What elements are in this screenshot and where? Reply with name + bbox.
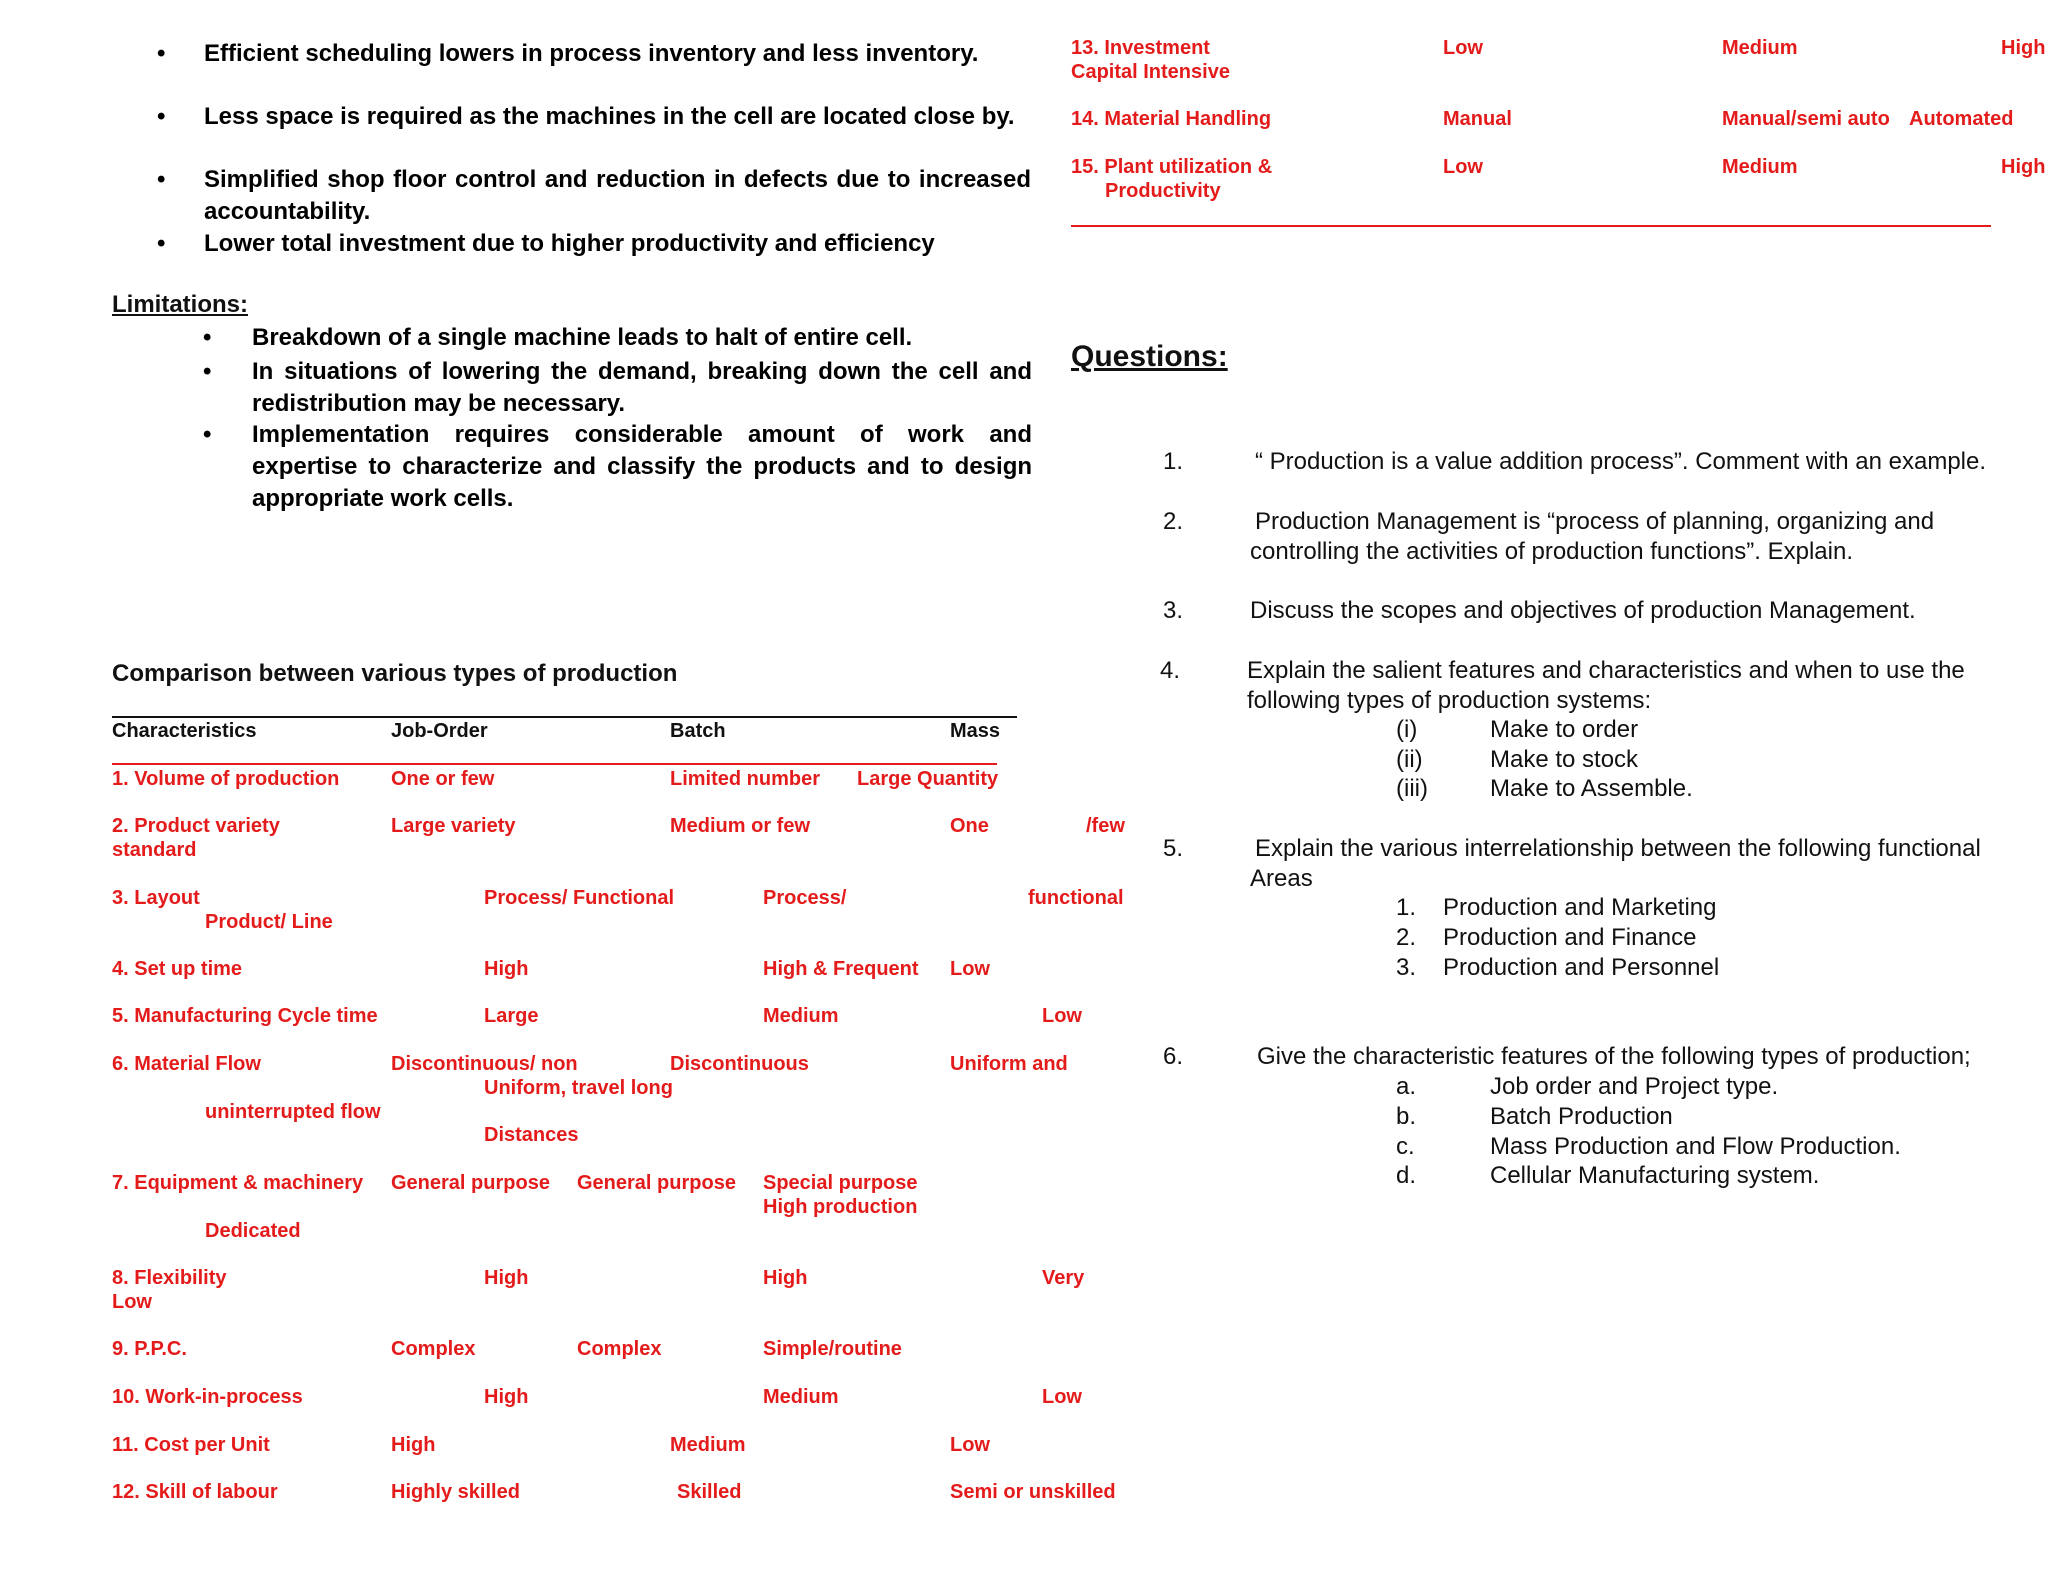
- sub-item-label: d.: [1396, 1162, 1417, 1189]
- row-2-wrap: standard: [112, 839, 197, 861]
- row-6-job-order-cont: Uniform, travel long: [484, 1077, 673, 1099]
- sub-item-text: Batch Production: [1490, 1103, 1673, 1130]
- question-number: 4.: [1160, 657, 1181, 684]
- sub-item-label: (ii): [1396, 746, 1423, 773]
- header-characteristics: Characteristics: [112, 720, 257, 742]
- sub-item-text: Mass Production and Flow Production.: [1490, 1133, 1901, 1160]
- question-number: 3.: [1163, 597, 1184, 624]
- sub-item-label: 2.: [1396, 924, 1417, 951]
- row-4-batch: High & Frequent: [763, 958, 919, 980]
- row-9-job-order: Complex: [391, 1338, 476, 1360]
- row-15-characteristic: 15. Plant utilization &: [1071, 156, 1273, 178]
- benefit-text: Simplified shop floor control and reduction in defects due to increased accountability.: [204, 166, 1031, 225]
- question-text-cont: Areas: [1250, 865, 1313, 892]
- row-3-mass: Product/ Line: [205, 911, 333, 933]
- question-text: “ Production is a value addition process”. Comment with an example.: [1255, 448, 1987, 475]
- row-10-characteristic: 10. Work-in-process: [112, 1386, 303, 1408]
- comparison-title: Comparison between various types of production: [112, 660, 678, 687]
- bullet-dot: •: [157, 166, 166, 193]
- row-12-job-order: Highly skilled: [391, 1481, 520, 1503]
- row-7-job-order: General purpose: [391, 1172, 550, 1194]
- sub-item-label: 1.: [1396, 894, 1417, 921]
- limitation-text: Implementation requires considerable amount of work and expertise to characterize and classify the products and to design appropriate work cells.: [252, 421, 1033, 512]
- header-mass: Mass: [950, 720, 1001, 742]
- question-text: Give the characteristic features of the following types of production;: [1257, 1043, 1971, 1070]
- row-4-job-order: High: [484, 958, 529, 980]
- row-2-batch: Medium or few: [670, 815, 811, 837]
- table-bottom-rule: [1071, 225, 1991, 227]
- question-text: Production Management is “process of planning, organizing and: [1255, 508, 1935, 535]
- bullet-dot: •: [157, 40, 166, 67]
- row-10-mass: Low: [1042, 1386, 1082, 1408]
- benefit-text: Less space is required as the machines in the cell are located close by.: [204, 103, 1015, 130]
- row-12-characteristic: 12. Skill of labour: [112, 1481, 278, 1503]
- limitations-heading: Limitations:: [112, 291, 248, 318]
- row-1-batch: Limited number: [670, 768, 821, 790]
- row-6-job-order-cont2: Distances: [484, 1124, 579, 1146]
- sub-item-text: Production and Marketing: [1443, 894, 1717, 921]
- table-top-rule: [112, 716, 1017, 718]
- sub-item-label: 3.: [1396, 954, 1417, 981]
- row-14-batch: Manual/semi auto: [1722, 108, 1890, 130]
- question-number: 6.: [1163, 1043, 1184, 1070]
- limitation-text: In situations of lowering the demand, breaking down the cell and redistribution may be necessary.: [252, 358, 1032, 417]
- sub-item-label: (i): [1396, 716, 1418, 743]
- row-14-job-order: Manual: [1443, 108, 1512, 130]
- row-10-job-order: High: [484, 1386, 529, 1408]
- row-6-batch: Discontinuous: [670, 1053, 809, 1075]
- row-13-job-order: Low: [1443, 37, 1483, 59]
- bullet-dot: •: [203, 358, 212, 385]
- row-11-characteristic: 11. Cost per Unit: [112, 1434, 270, 1456]
- limitation-text: Breakdown of a single machine leads to halt of entire cell.: [252, 324, 913, 351]
- header-job-order: Job-Order: [391, 720, 488, 742]
- row-5-characteristic: 5. Manufacturing Cycle time: [112, 1005, 378, 1027]
- bullet-dot: •: [203, 324, 212, 351]
- row-7-mass-cont: High production: [763, 1196, 918, 1218]
- question-number: 1.: [1163, 448, 1184, 475]
- row-13-batch: Medium: [1722, 37, 1798, 59]
- sub-item-label: c.: [1396, 1133, 1415, 1160]
- sub-item-text: Cellular Manufacturing system.: [1490, 1162, 1820, 1189]
- row-6-mass-cont: uninterrupted flow: [205, 1101, 381, 1123]
- row-14-mass: Automated: [1909, 108, 2014, 130]
- sub-item-text: Make to order: [1490, 716, 1639, 743]
- row-8-characteristic: 8. Flexibility: [112, 1267, 227, 1289]
- row-6-characteristic: 6. Material Flow: [112, 1053, 261, 1075]
- row-2-mass: One: [950, 815, 989, 837]
- sub-item-label: a.: [1396, 1073, 1417, 1100]
- question-text: Explain the salient features and characteristics and when to use the: [1247, 657, 1965, 684]
- row-15-wrap: Productivity: [1105, 180, 1221, 202]
- sub-item-text: Production and Personnel: [1443, 954, 1720, 981]
- row-7-characteristic: 7. Equipment & machinery: [112, 1172, 364, 1194]
- row-2-characteristic: 2. Product variety: [112, 815, 280, 837]
- question-text: Explain the various interrelationship between the following functional: [1255, 835, 1981, 862]
- row-11-mass: Low: [950, 1434, 990, 1456]
- sub-item-label: b.: [1396, 1103, 1417, 1130]
- row-1-characteristic: 1. Volume of production: [112, 768, 340, 790]
- row-3-characteristic: 3. Layout: [112, 887, 200, 909]
- row-2-job-order: Large variety: [391, 815, 516, 837]
- question-number: 5.: [1163, 835, 1184, 862]
- row-5-job-order: Large: [484, 1005, 539, 1027]
- row-1-job-order: One or few: [391, 768, 495, 790]
- question-text-cont: following types of production systems:: [1247, 687, 1652, 714]
- row-7-mass-cont2: Dedicated: [205, 1220, 301, 1242]
- row-9-mass: Simple/routine: [763, 1338, 902, 1360]
- row-10-batch: Medium: [763, 1386, 839, 1408]
- row-7-batch: General purpose: [577, 1172, 736, 1194]
- row-15-mass: High: [2001, 156, 2046, 178]
- sub-item-text: Job order and Project type.: [1490, 1073, 1779, 1100]
- row-15-batch: Medium: [1722, 156, 1798, 178]
- row-1-mass: Large Quantity: [857, 768, 999, 790]
- row-8-job-order: High: [484, 1267, 529, 1289]
- sub-item-text: Production and Finance: [1443, 924, 1697, 951]
- row-3-job-order: Process/ Functional: [484, 887, 675, 909]
- row-8-batch: High: [763, 1267, 808, 1289]
- bullet-dot: •: [203, 421, 212, 448]
- row-14-characteristic: 14. Material Handling: [1071, 108, 1272, 130]
- benefit-text: Lower total investment due to higher productivity and efficiency: [204, 230, 935, 257]
- bullet-dot: •: [157, 103, 166, 130]
- question-number: 2.: [1163, 508, 1184, 535]
- bullet-dot: •: [157, 230, 166, 257]
- row-2-mass-cont: /few: [1086, 815, 1125, 837]
- question-text-cont: controlling the activities of production functions”. Explain.: [1250, 538, 1853, 565]
- row-13-wrap: Capital Intensive: [1071, 61, 1230, 83]
- row-8-wrap: Low: [112, 1291, 152, 1313]
- table-header-rule: [112, 763, 997, 765]
- row-11-batch: Medium: [670, 1434, 746, 1456]
- benefit-text: Efficient scheduling lowers in process inventory and less inventory.: [204, 40, 979, 67]
- row-3-batch-cont: functional: [1028, 887, 1124, 909]
- row-6-job-order: Discontinuous/ non: [391, 1053, 578, 1075]
- question-text: Discuss the scopes and objectives of production Management.: [1250, 597, 1916, 624]
- header-batch: Batch: [670, 720, 726, 742]
- row-9-characteristic: 9. P.P.C.: [112, 1338, 187, 1360]
- row-3-batch: Process/: [763, 887, 847, 909]
- row-5-batch: Medium: [763, 1005, 839, 1027]
- row-13-characteristic: 13. Investment: [1071, 37, 1210, 59]
- row-15-job-order: Low: [1443, 156, 1483, 178]
- row-5-mass: Low: [1042, 1005, 1082, 1027]
- row-9-batch: Complex: [577, 1338, 662, 1360]
- sub-item-label: (iii): [1396, 775, 1428, 802]
- questions-heading: Questions:: [1071, 340, 1228, 373]
- sub-item-text: Make to Assemble.: [1490, 775, 1693, 802]
- row-12-mass: Semi or unskilled: [950, 1481, 1116, 1503]
- row-8-mass: Very: [1042, 1267, 1085, 1289]
- row-13-mass: High: [2001, 37, 2046, 59]
- row-4-characteristic: 4. Set up time: [112, 958, 243, 980]
- row-7-mass: Special purpose: [763, 1172, 918, 1194]
- row-11-job-order: High: [391, 1434, 436, 1456]
- row-4-mass: Low: [950, 958, 990, 980]
- sub-item-text: Make to stock: [1490, 746, 1639, 773]
- row-6-mass: Uniform and: [950, 1053, 1068, 1075]
- row-12-batch: Skilled: [677, 1481, 742, 1503]
